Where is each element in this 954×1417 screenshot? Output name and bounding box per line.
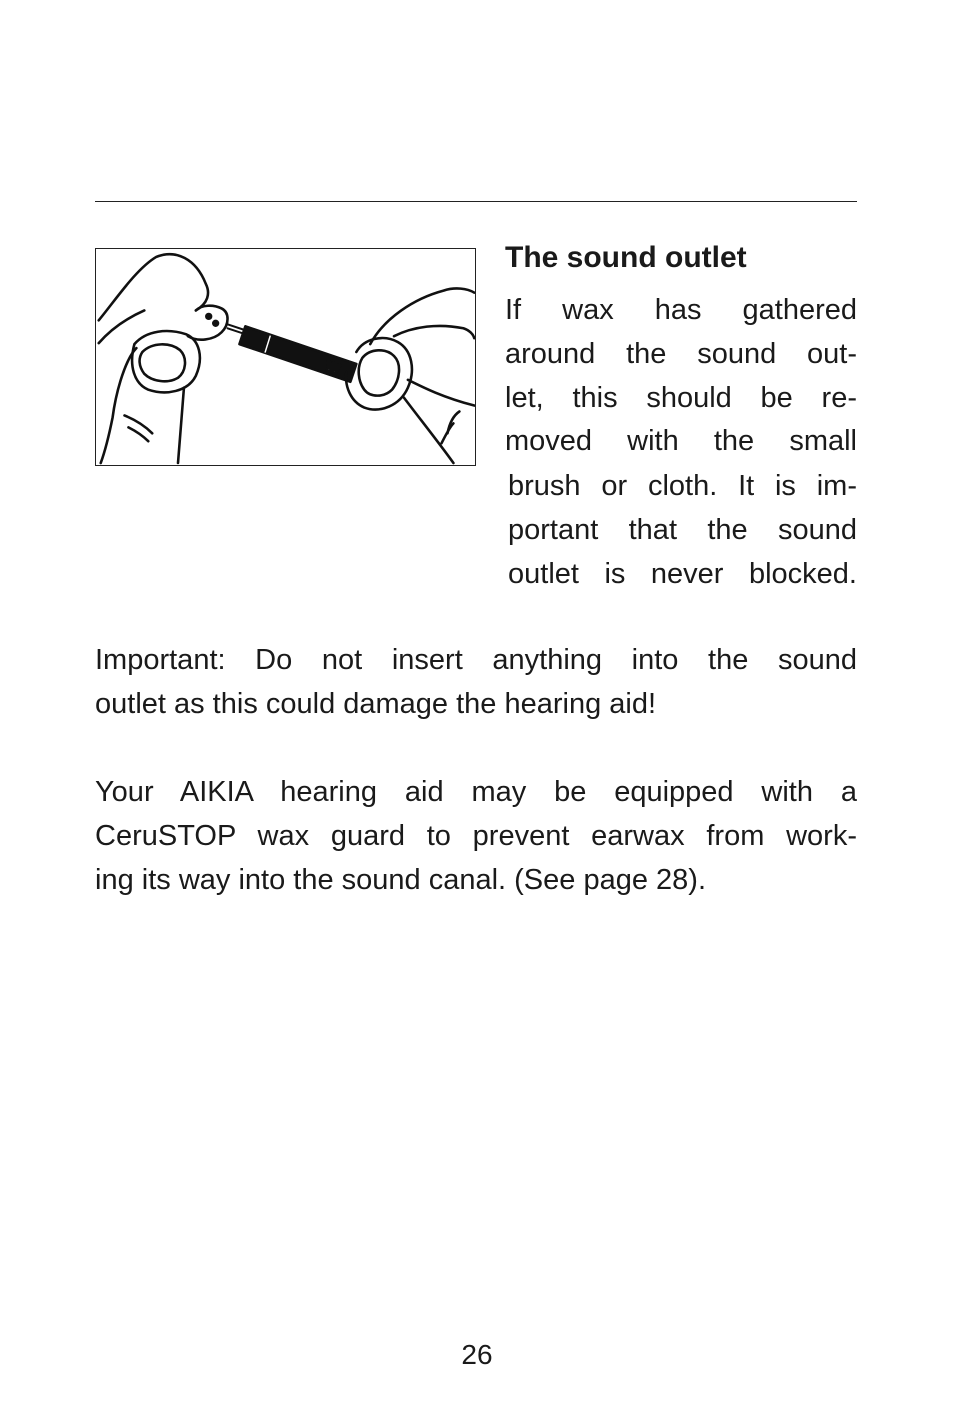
section-line: If wax has gathered (505, 294, 857, 326)
section-line: portant that the sound (508, 513, 857, 546)
brush-logo-text: W (323, 359, 342, 379)
page-number: 26 (461, 1339, 493, 1370)
section-line: let, this should be re- (505, 381, 857, 414)
section-paragraph-bottom (508, 465, 857, 596)
section-line: around the sound out- (505, 337, 857, 370)
section-line: moved with the small (505, 425, 857, 458)
section-line: brush or cloth. It is im- (508, 470, 857, 502)
section-paragraph-top (505, 289, 857, 464)
cerustop-line: ing its way into the sound canal. (See page 28). (95, 863, 706, 896)
hands-brush-icon (96, 249, 475, 465)
section-line: outlet is never blocked. (508, 557, 857, 590)
cleaning-illustration (95, 248, 476, 466)
important-line: Important: Do not insert anything into the sound (95, 644, 857, 676)
header-rule (95, 201, 857, 202)
important-paragraph (95, 639, 857, 727)
cerustop-paragraph (95, 771, 857, 902)
cerustop-line: Your AIKIA hearing aid may be equipped with a (95, 776, 857, 808)
cerustop-line: CeruSTOP wax guard to prevent earwax from work- (95, 819, 857, 852)
section-heading: The sound outlet (505, 241, 747, 274)
important-line: outlet as this could damage the hearing aid! (95, 687, 657, 720)
